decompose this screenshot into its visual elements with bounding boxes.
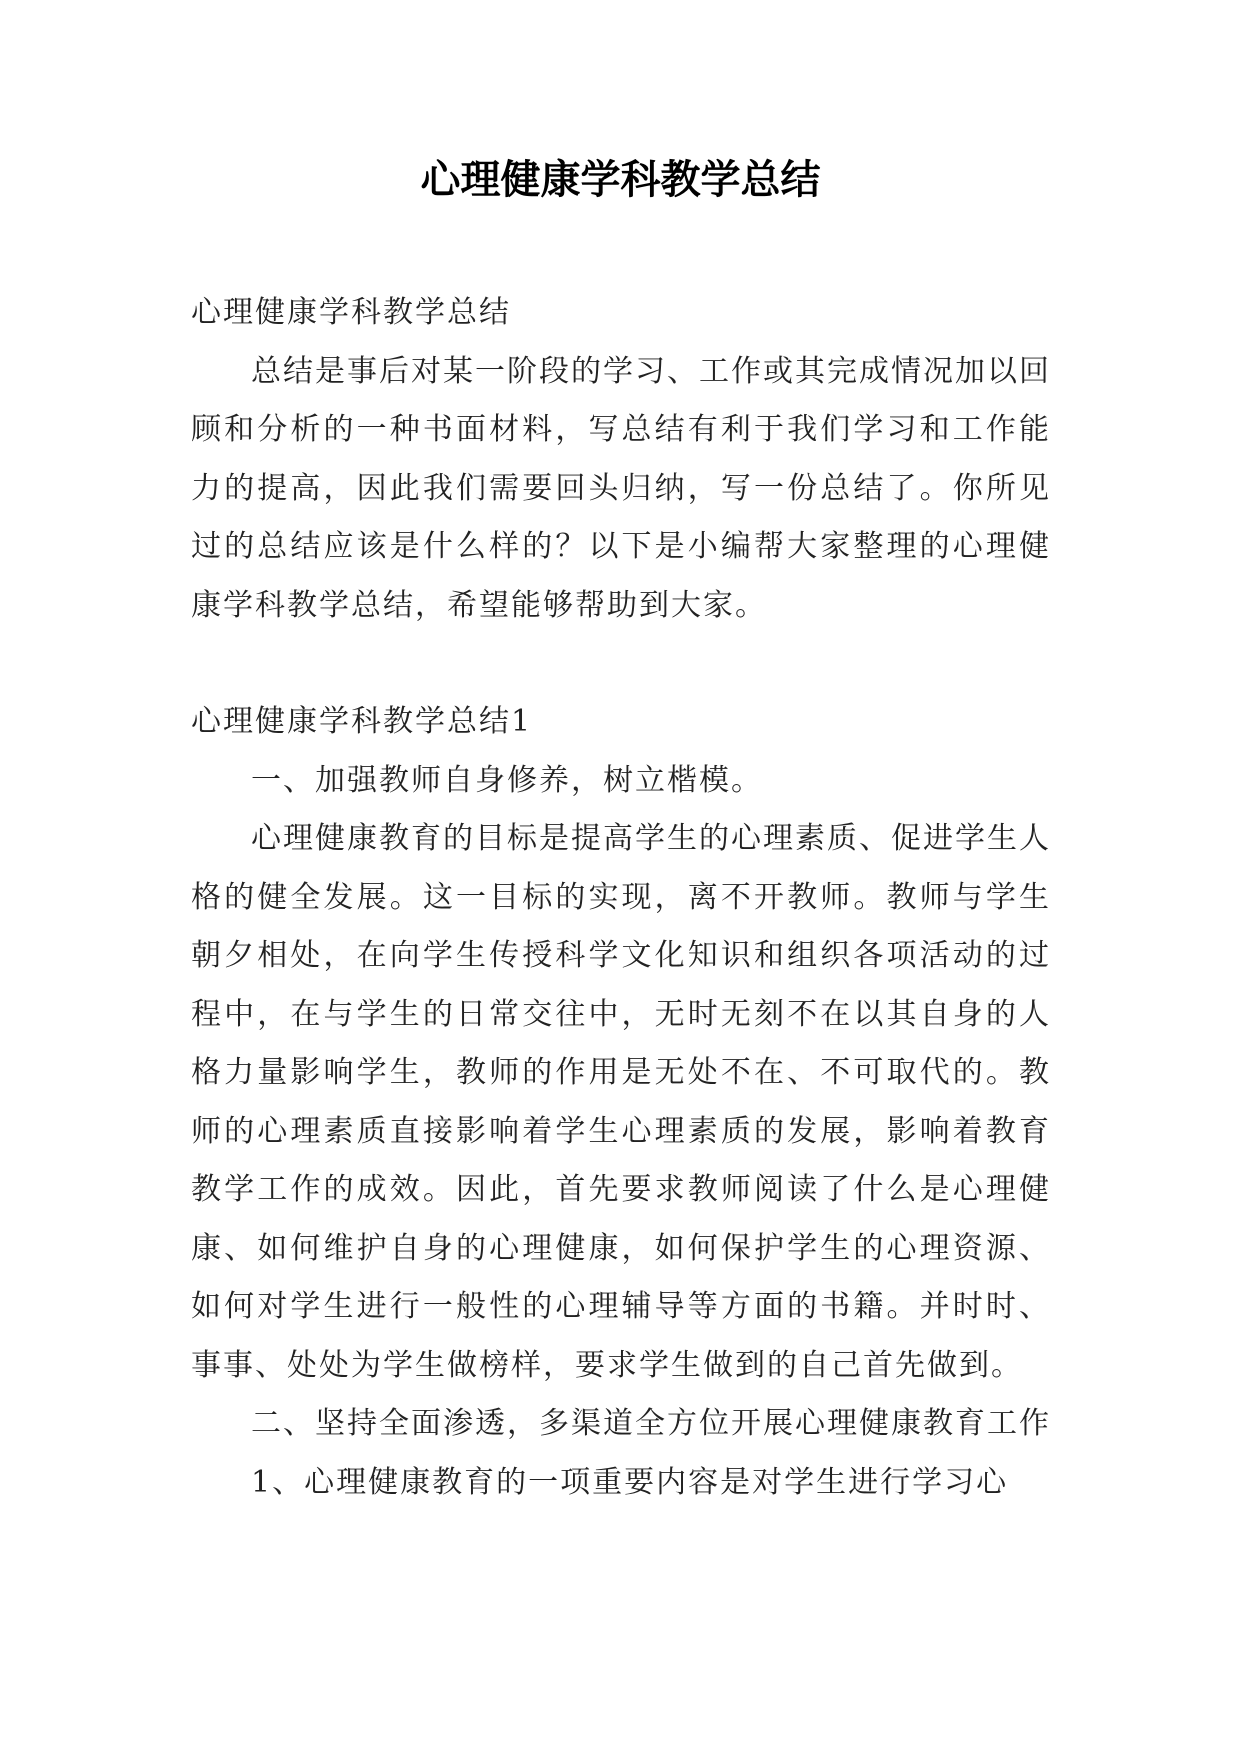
intro-paragraph: 总结是事后对某一阶段的学习、工作或其完成情况加以回顾和分析的一种书面材料，写总结有利于我们学习和工作能力的提高，因此我们需要回头归纳，写一份总结了。你所见过的总结应该是什么样的？以下是小编帮大家整理的心理健康学科教学总结，希望能够帮助到大家。 [191,353,1051,623]
section-heading: 心理健康学科教学总结1 [191,704,533,739]
document-subtitle: 心理健康学科教学总结 [191,295,511,330]
document-title: 心理健康学科教学总结 [420,157,821,203]
point-heading-1: 一、加强教师自身修养，树立楷模。 [251,762,763,798]
point-body-1: 心理健康教育的目标是提高学生的心理素质、促进学生人格的健全发展。这一目标的实现，离不开教师。教师与学生朝夕相处，在向学生传授科学文化知识和组织各项活动的过程中，在与学生的日常交往中，无时无刻不在以其自身的人格力量影响学生，教师的作用是无处不在、不可取代的。教师的心理素质直接影响着学生心理素质的发展，影响着教育教学工作的成效。因此，首先要求教师阅读了什么是心理健康、如何维护自身的心理健康，如何保护学生的心理资源、如何对学生进行一般性的心理辅导等方面的书籍。并时时、事事、处处为学生做榜样，要求学生做到的自己首先做到。 [191,821,1051,1383]
document-body [191,284,1051,1512]
list-item-1: 1、心理健康教育的一项重要内容是对学生进行学习心 [251,1464,1009,1500]
point-heading-2: 二、坚持全面渗透，多渠道全方位开展心理健康教育工作 [251,1406,1051,1441]
